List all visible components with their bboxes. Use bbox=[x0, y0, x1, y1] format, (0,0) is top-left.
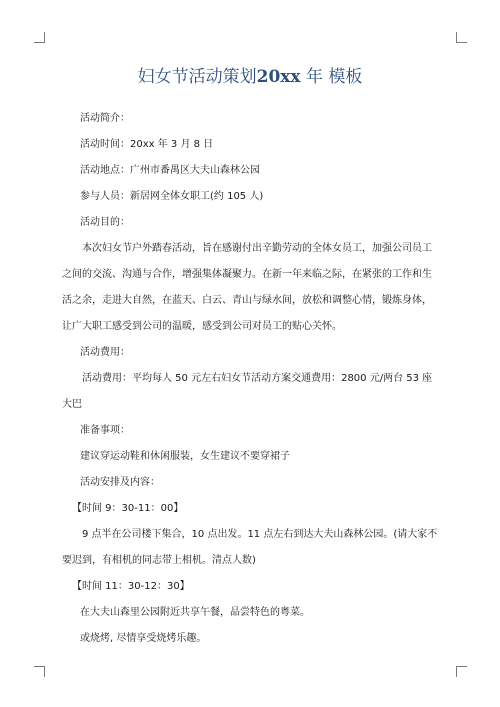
prep-paragraph: 建议穿运动鞋和休闲服装，女生建议不要穿裙子 bbox=[80, 451, 290, 462]
title-year: 20xx bbox=[256, 67, 301, 87]
schedule-heading: 活动安排及内容： bbox=[80, 477, 160, 488]
intro-heading: 活动简介： bbox=[80, 113, 130, 124]
event-time: 活动时间：20xx 年 3 月 8 日 bbox=[80, 139, 214, 150]
title-suffix: 年 模板 bbox=[305, 67, 363, 87]
crop-mark-bottom-right bbox=[456, 666, 467, 677]
event-participants: 参与人员：新居网全体女职工(约 105 人) bbox=[80, 191, 264, 202]
cost-paragraph: 活动费用：平均每人 50 元左右妇女节活动方案交通费用：2800 元/两台 53 座大巴 bbox=[62, 373, 433, 410]
purpose-paragraph: 本次妇女节户外踏春活动，旨在感谢付出辛勤劳动的全体女员工，加强公司员工之间的交流、沟通与合作，增强集体凝聚力。在新一年来临之际，在紧张的工作和生活之余，走进大自然，在蓝天、白云、青山与绿水间，放松和调整心情，锻炼身体，让广大职工感受到公司的温暖，感受到公司对员工的贴心关怀。 bbox=[62, 243, 432, 332]
cost-heading: 活动费用： bbox=[80, 347, 130, 358]
prep-heading: 准备事项： bbox=[80, 425, 130, 436]
slot2-time: 【时间 11：30-12：30】 bbox=[72, 581, 190, 592]
slot1-paragraph: 9 点半在公司楼下集合，10 点出发。11 点左右到达大夫山森林公园。(请大家不要迟到，有相机的同志带上相机。清点人数) bbox=[62, 529, 438, 566]
title-text: 妇女节活动策划 bbox=[137, 67, 257, 87]
crop-mark-top-right bbox=[456, 32, 467, 43]
slot2-paragraph-1: 在大夫山森里公园附近共享午餐，品尝特色的粤菜。 bbox=[80, 607, 310, 618]
crop-mark-bottom-left bbox=[34, 666, 45, 677]
purpose-heading: 活动目的： bbox=[80, 217, 130, 228]
document-body bbox=[62, 106, 438, 652]
slot1-time: 【时间 9：30-11：00】 bbox=[72, 503, 184, 514]
event-place: 活动地点：广州市番禺区大夫山森林公园 bbox=[80, 165, 260, 176]
slot2-paragraph-2: 或烧烤, 尽情享受烧烤乐趣。 bbox=[80, 633, 207, 644]
crop-mark-top-left bbox=[34, 32, 45, 43]
document-title bbox=[0, 62, 500, 87]
